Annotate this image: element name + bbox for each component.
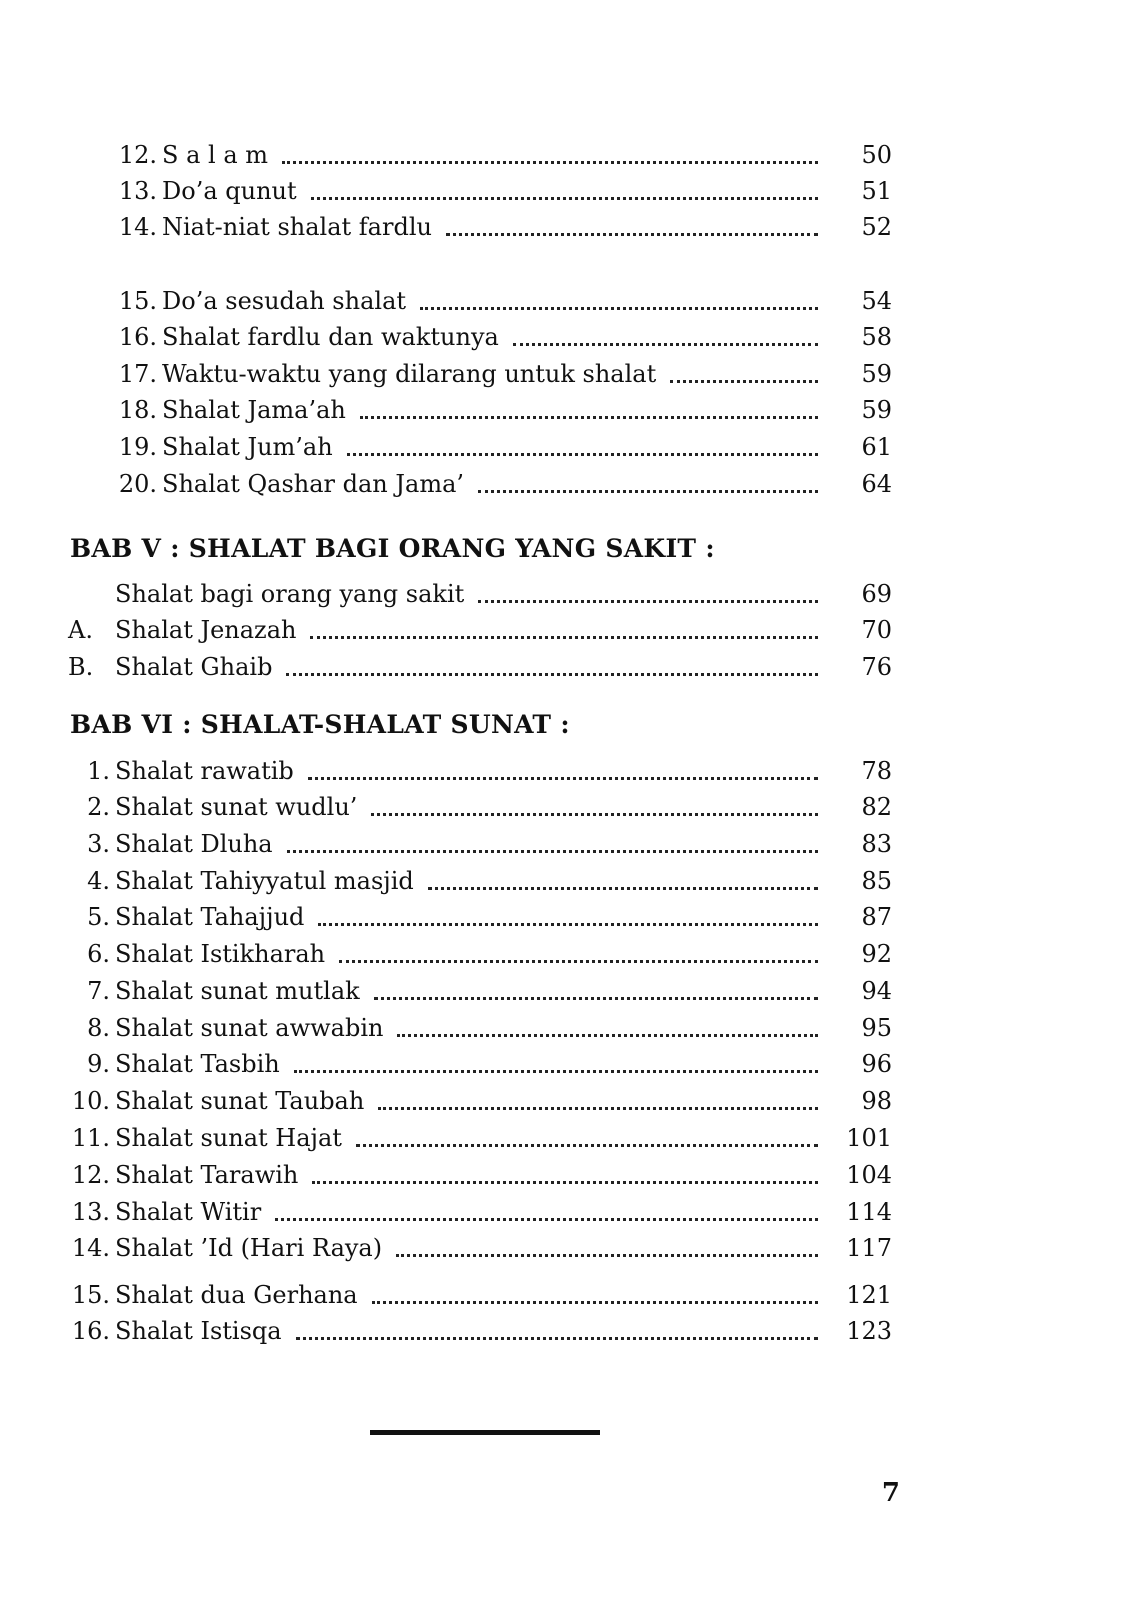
entry-title: Shalat Istikharah [115, 940, 326, 968]
toc-entry[interactable] [0, 1231, 1127, 1265]
entry-title: Shalat Jama’ah [162, 396, 346, 424]
entry-number: A. [68, 616, 93, 644]
entry-number: 17. [118, 360, 157, 388]
dot-leader [374, 966, 818, 1000]
entry-title: Shalat sunat awwabin [115, 1014, 384, 1042]
entry-number: 2. [87, 793, 110, 821]
dot-leader [428, 856, 818, 890]
entry-number: B. [68, 653, 94, 681]
dot-leader [420, 276, 818, 310]
entry-number: 12. [118, 141, 157, 169]
entry-page-number: 121 [846, 1281, 892, 1309]
dot-leader [275, 1187, 818, 1221]
entry-page-number: 58 [861, 323, 892, 351]
entry-page-number: 54 [861, 287, 892, 315]
entry-page-number: 87 [861, 903, 892, 931]
entry-number: 5. [87, 903, 110, 931]
entry-title: Shalat ’Id (Hari Raya) [115, 1234, 383, 1262]
entry-title: Shalat Jum’ah [162, 433, 333, 461]
entry-page-number: 64 [861, 470, 892, 498]
entry-number: 18. [118, 396, 157, 424]
entry-title: Shalat Tarawih [115, 1161, 299, 1189]
entry-number: 10. [71, 1087, 110, 1115]
entry-title: Shalat Witir [115, 1198, 262, 1226]
dot-leader [294, 1039, 818, 1073]
entry-title: Shalat sunat Taubah [115, 1087, 365, 1115]
dot-leader [339, 929, 818, 963]
entry-number: 6. [87, 940, 110, 968]
dot-leader [372, 1270, 818, 1304]
entry-number: 4. [87, 867, 110, 895]
dot-leader [356, 1113, 818, 1147]
dot-leader [318, 892, 818, 926]
dot-leader [397, 1003, 818, 1037]
dot-leader [311, 166, 818, 200]
entry-title: Shalat Ghaib [115, 653, 273, 681]
entry-number: 13. [71, 1198, 110, 1226]
dot-leader [347, 422, 818, 456]
dot-leader [282, 130, 818, 164]
entry-title: Shalat fardlu dan waktunya [162, 323, 499, 351]
entry-number: 19. [118, 433, 157, 461]
entry-title: Shalat Dluha [115, 830, 273, 858]
dot-leader [670, 349, 818, 383]
toc-entry[interactable] [0, 320, 1127, 354]
entry-number: 16. [71, 1317, 110, 1345]
entry-page-number: 123 [846, 1317, 892, 1345]
entry-number: 3. [87, 830, 110, 858]
entry-number: 13. [118, 177, 157, 205]
entry-title: Shalat sunat mutlak [115, 977, 360, 1005]
entry-page-number: 82 [861, 793, 892, 821]
entry-page-number: 92 [861, 940, 892, 968]
entry-page-number: 98 [861, 1087, 892, 1115]
entry-page-number: 51 [861, 177, 892, 205]
entry-page-number: 101 [846, 1124, 892, 1152]
dot-leader [310, 605, 818, 639]
entry-page-number: 59 [861, 360, 892, 388]
entry-page-number: 76 [861, 653, 892, 681]
entry-page-number: 95 [861, 1014, 892, 1042]
dot-leader [446, 202, 818, 236]
dot-leader [396, 1223, 818, 1257]
entry-number: 15. [71, 1281, 110, 1309]
entry-page-number: 61 [861, 433, 892, 461]
entry-number: 14. [118, 213, 157, 241]
entry-title: S a l a m [162, 141, 269, 169]
dot-leader [308, 746, 818, 780]
dot-leader [286, 642, 818, 676]
dot-leader [312, 1150, 818, 1184]
entry-page-number: 94 [861, 977, 892, 1005]
toc-entry[interactable] [0, 210, 1127, 244]
entry-title: Waktu-waktu yang dilarang untuk shalat [162, 360, 657, 388]
entry-number: 12. [71, 1161, 110, 1189]
entry-number: 1. [87, 757, 110, 785]
dot-leader [296, 1306, 818, 1340]
toc-entry[interactable] [0, 467, 1127, 501]
page-number: 7 [881, 1478, 900, 1508]
entry-page-number: 104 [846, 1161, 892, 1189]
dot-leader [478, 569, 818, 603]
entry-title: Shalat sunat Hajat [115, 1124, 342, 1152]
entry-page-number: 59 [861, 396, 892, 424]
entry-page-number: 83 [861, 830, 892, 858]
dot-leader [513, 312, 818, 346]
entry-number: 14. [71, 1234, 110, 1262]
entry-title: Shalat Tahajjud [115, 903, 305, 931]
entry-title: Shalat sunat wudlu’ [115, 793, 358, 821]
entry-page-number: 85 [861, 867, 892, 895]
entry-title: Niat-niat shalat fardlu [162, 213, 432, 241]
entry-title: Do’a sesudah shalat [162, 287, 407, 315]
entry-page-number: 69 [861, 580, 892, 608]
dot-leader [378, 1076, 818, 1110]
entry-number: 16. [118, 323, 157, 351]
chapter-heading: BAB V : SHALAT BAGI ORANG YANG SAKIT : [70, 534, 715, 563]
entry-page-number: 70 [861, 616, 892, 644]
toc-entry[interactable] [0, 1314, 1127, 1348]
entry-page-number: 117 [846, 1234, 892, 1262]
entry-number: 20. [118, 470, 157, 498]
entry-page-number: 96 [861, 1050, 892, 1078]
entry-title: Do’a qunut [162, 177, 297, 205]
closing-rule [370, 1430, 600, 1435]
entry-title: Shalat Jenazah [115, 616, 297, 644]
entry-title: Shalat Tahiyyatul masjid [115, 867, 414, 895]
entry-number: 8. [87, 1014, 110, 1042]
entry-title: Shalat Qashar dan Jama’ [162, 470, 465, 498]
entry-page-number: 78 [861, 757, 892, 785]
entry-number: 7. [87, 977, 110, 1005]
entry-number: 9. [87, 1050, 110, 1078]
dot-leader [371, 782, 818, 816]
toc-entry[interactable] [0, 650, 1127, 684]
entry-title: Shalat rawatib [115, 757, 294, 785]
entry-page-number: 50 [861, 141, 892, 169]
entry-title: Shalat Istisqa [115, 1317, 282, 1345]
dot-leader [287, 819, 818, 853]
entry-number: 15. [118, 287, 157, 315]
entry-title: Shalat Tasbih [115, 1050, 280, 1078]
entry-number: 11. [71, 1124, 110, 1152]
entry-page-number: 114 [846, 1198, 892, 1226]
entry-page-number: 52 [861, 213, 892, 241]
dot-leader [360, 385, 818, 419]
dot-leader [478, 459, 818, 493]
entry-title: Shalat dua Gerhana [115, 1281, 358, 1309]
chapter-heading: BAB VI : SHALAT-SHALAT SUNAT : [70, 710, 570, 739]
entry-title: Shalat bagi orang yang sakit [115, 580, 465, 608]
